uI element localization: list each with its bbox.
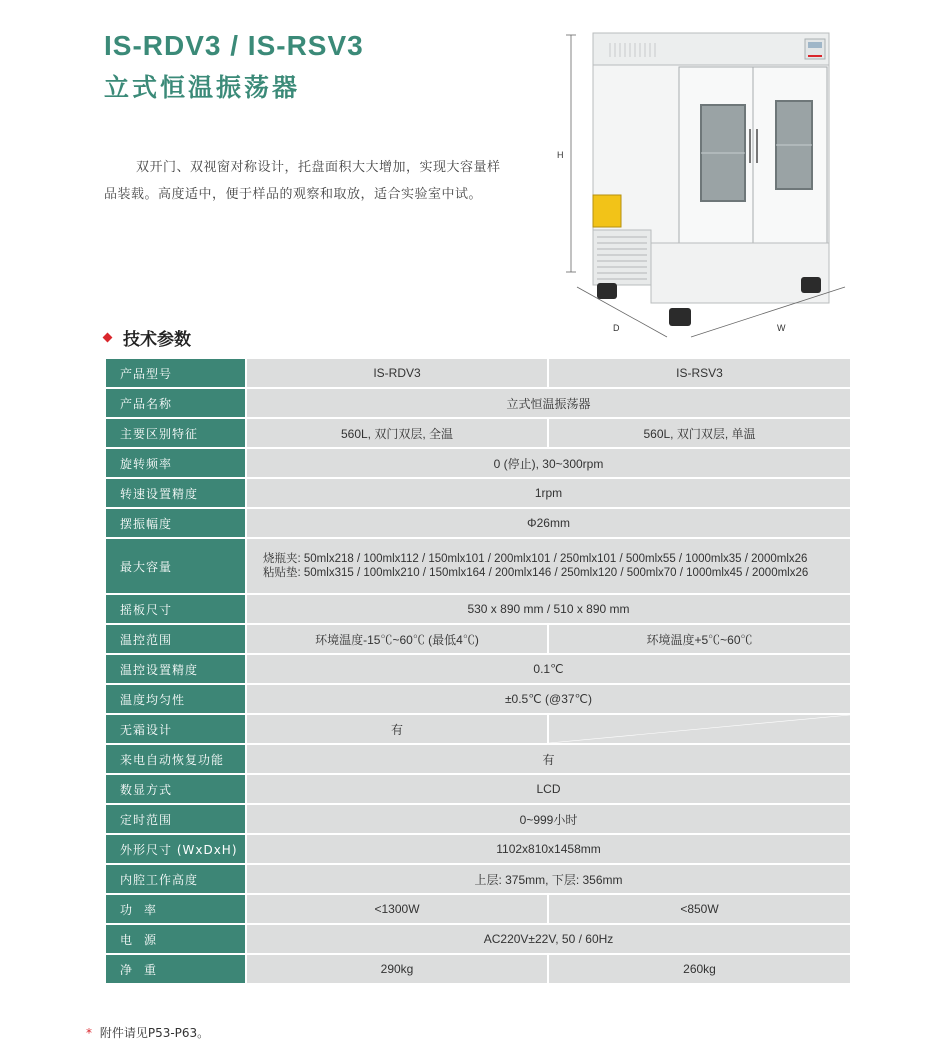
spec-label: 温控范围 <box>105 624 246 654</box>
product-description: 双开门、双视窗对称设计，托盘面积大大增加，实现大容量样品装载。高度适中，便于样品的观察和取放，适合实验室中试。 <box>104 160 501 202</box>
spec-value: 290kg <box>246 954 548 984</box>
spec-value: 立式恒温振荡器 <box>246 388 851 418</box>
spec-row-power <box>105 894 851 924</box>
spec-row-frost <box>105 714 851 744</box>
spec-row-plate <box>105 594 851 624</box>
spec-value: 1rpm <box>246 478 851 508</box>
spec-label: 最大容量 <box>105 538 246 594</box>
product-title: 立式恒温振荡器 <box>104 73 301 102</box>
spec-value: AC220V±22V, 50 / 60Hz <box>246 924 851 954</box>
capacity-line-flask: 烧瓶夹: 50mlx218 / 100mlx112 / 150mlx101 / 200mlx101 / 250mlx101 / 500mlx55 / 1000mlx35 / 2000mlx26 <box>263 553 808 565</box>
asterisk-icon: * <box>86 1026 92 1040</box>
spec-row-power-recovery <box>105 744 851 774</box>
spec-table <box>104 357 852 985</box>
model-title: IS-RDV3 / IS-RSV3 <box>104 30 364 61</box>
spec-row-dimensions <box>105 834 851 864</box>
spec-row-feature <box>105 418 851 448</box>
spec-label: 温度均匀性 <box>105 684 246 714</box>
spec-value: 上层: 375mm, 下层: 356mm <box>246 864 851 894</box>
spec-value: Φ26mm <box>246 508 851 538</box>
spec-row-timer <box>105 804 851 834</box>
spec-row-speed-precision <box>105 478 851 508</box>
spec-value: 有 <box>246 744 851 774</box>
spec-value: 0 (停止), 30~300rpm <box>246 448 851 478</box>
spec-label: 电源 <box>105 924 246 954</box>
spec-row-name <box>105 388 851 418</box>
spec-value: IS-RSV3 <box>548 358 851 388</box>
not-applicable-cell <box>548 714 851 744</box>
spec-label: 主要区别特征 <box>105 418 246 448</box>
spec-label: 旋转频率 <box>105 448 246 478</box>
dim-h-label: H <box>557 150 564 160</box>
product-image <box>555 25 855 355</box>
spec-row-temp-range <box>105 624 851 654</box>
footnote <box>86 1024 209 1041</box>
spec-row-temp-precision <box>105 654 851 684</box>
spec-label: 净重 <box>105 954 246 984</box>
spec-value: <1300W <box>246 894 548 924</box>
spec-value: 560L, 双门双层, 全温 <box>246 418 548 448</box>
spec-value: 0~999小时 <box>246 804 851 834</box>
spec-value: 环境温度+5℃~60℃ <box>548 624 851 654</box>
spec-label: 功率 <box>105 894 246 924</box>
spec-value: IS-RDV3 <box>246 358 548 388</box>
spec-row-display <box>105 774 851 804</box>
section-title: 技术参数 <box>104 325 191 350</box>
spec-label: 产品名称 <box>105 388 246 418</box>
spec-label: 定时范围 <box>105 804 246 834</box>
spec-value: ±0.5℃ (@37℃) <box>246 684 851 714</box>
spec-row-rotation <box>105 448 851 478</box>
spec-value: 有 <box>246 714 548 744</box>
spec-value <box>246 538 851 594</box>
spec-row-weight <box>105 954 851 984</box>
footnote-text: 附件请见P53-P63。 <box>99 1026 210 1040</box>
spec-value: 530 x 890 mm / 510 x 890 mm <box>246 594 851 624</box>
spec-row-model <box>105 358 851 388</box>
diagonal-slash-icon <box>549 715 850 743</box>
spec-value: 1102x810x1458mm <box>246 834 851 864</box>
spec-value: <850W <box>548 894 851 924</box>
spec-label: 无霜设计 <box>105 714 246 744</box>
spec-row-chamber-height <box>105 864 851 894</box>
spec-label: 数显方式 <box>105 774 246 804</box>
spec-value: LCD <box>246 774 851 804</box>
spec-label: 摇板尺寸 <box>105 594 246 624</box>
spec-value: 560L, 双门双层, 单温 <box>548 418 851 448</box>
spec-value: 0.1℃ <box>246 654 851 684</box>
spec-row-supply <box>105 924 851 954</box>
spec-label: 温控设置精度 <box>105 654 246 684</box>
dim-d-label: D <box>613 323 620 333</box>
spec-row-capacity <box>105 538 851 594</box>
spec-row-amplitude <box>105 508 851 538</box>
capacity-line-pad: 粘贴垫: 50mlx315 / 100mlx210 / 150mlx164 / 200mlx146 / 250mlx120 / 500mlx70 / 1000mlx45 / 2000mlx26 <box>263 567 809 579</box>
spec-label: 转速设置精度 <box>105 478 246 508</box>
spec-label: 外形尺寸 (WxDxH) <box>105 834 246 864</box>
spec-row-uniformity <box>105 684 851 714</box>
spec-label: 摆振幅度 <box>105 508 246 538</box>
spec-value: 环境温度-15℃~60℃ (最低4℃) <box>246 624 548 654</box>
spec-label: 内腔工作高度 <box>105 864 246 894</box>
diamond-bullet-icon <box>103 333 113 343</box>
dim-w-label: W <box>777 323 786 333</box>
spec-label: 产品型号 <box>105 358 246 388</box>
spec-value: 260kg <box>548 954 851 984</box>
spec-label: 来电自动恢复功能 <box>105 744 246 774</box>
